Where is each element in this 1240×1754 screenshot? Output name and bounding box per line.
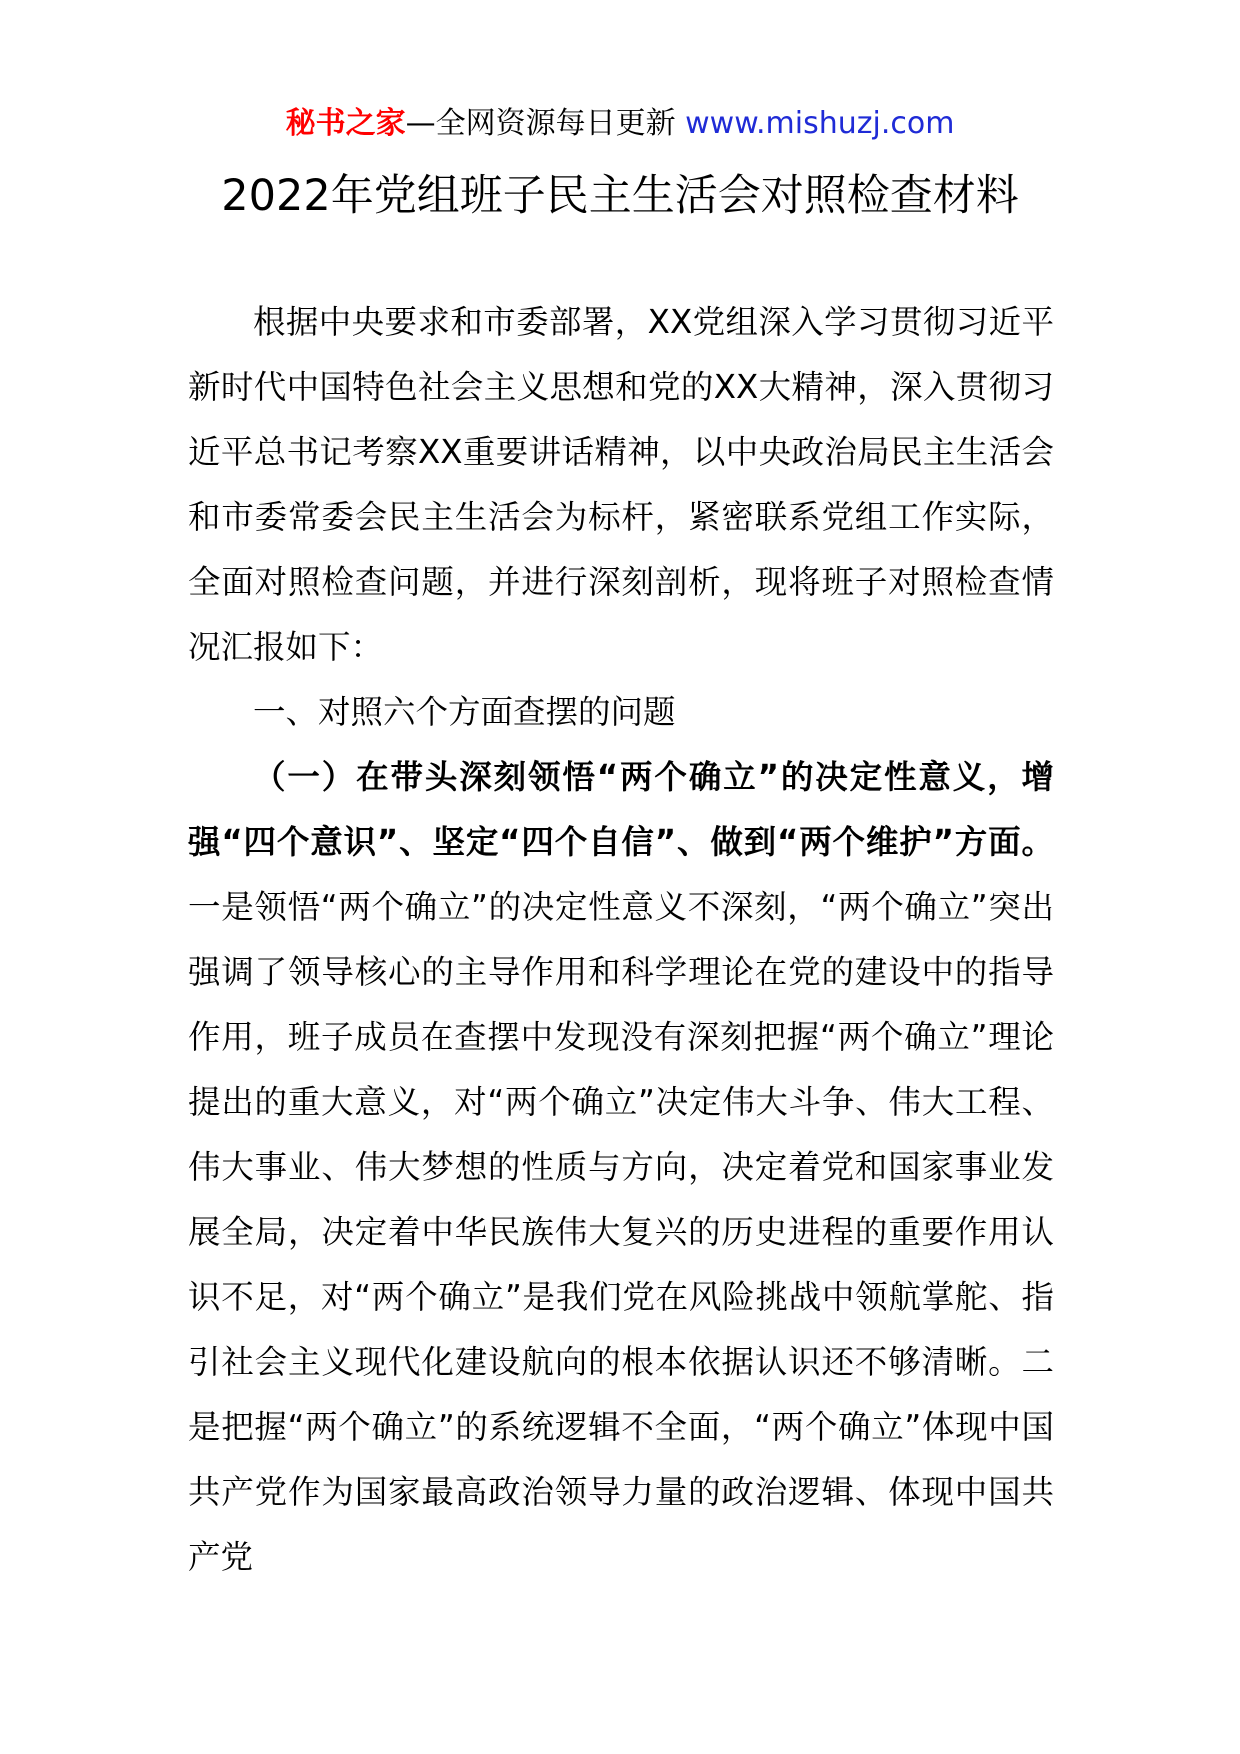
subsection-paragraph — [188, 745, 1054, 1590]
header-tagline: —全网资源每日更新 — [405, 106, 686, 141]
document-body — [188, 290, 1054, 1590]
site-url[interactable]: www.mishuzj.com — [685, 106, 955, 141]
brand-name: 秘书之家 — [285, 106, 406, 141]
subsection-body: 一是领悟“两个确立”的决定性意义不深刻，“两个确立”突出强调了领导核心的主导作用和科学理论在党的建设中的指导作用，班子成员在查摆中发现没有深刻把握“两个确立”理论提出的重大意义，对“两个确立”决定伟大斗争、伟大工程、伟大事业、伟大梦想的性质与方向，决定着党和国家事业发展全局，决定着中华民族伟大复兴的历史进程的重要作用认识不足，对“两个确立”是我们党在风险挑战中领航掌舵、指引社会主义现代化建设航向的根本依据认识还不够清晰。二是把握“两个确立”的系统逻辑不全面，“两个确立”体现中国共产党作为国家最高政治领导力量的政治逻辑、体现中国共产党 — [188, 888, 1054, 1576]
section-heading: 一、对照六个方面查摆的问题 — [253, 693, 676, 731]
site-header — [0, 102, 1240, 146]
document-title: 2022年党组班子民主生活会对照检查材料 — [221, 171, 1019, 221]
intro-paragraph: 根据中央要求和市委部署，XX党组深入学习贯彻习近平新时代中国特色社会主义思想和党的XX大精神，深入贯彻习近平总书记考察XX重要讲话精神，以中央政治局民主生活会和市委常委会民主生活会为标杆，紧密联系党组工作实际，全面对照检查问题，并进行深刻剖析，现将班子对照检查情况汇报如下： — [188, 303, 1054, 666]
subsection-heading: （一）在带头深刻领悟“两个确立”的决定性意义，增强“四个意识”、坚定“四个自信”、做到“两个维护”方面。 — [188, 758, 1054, 861]
